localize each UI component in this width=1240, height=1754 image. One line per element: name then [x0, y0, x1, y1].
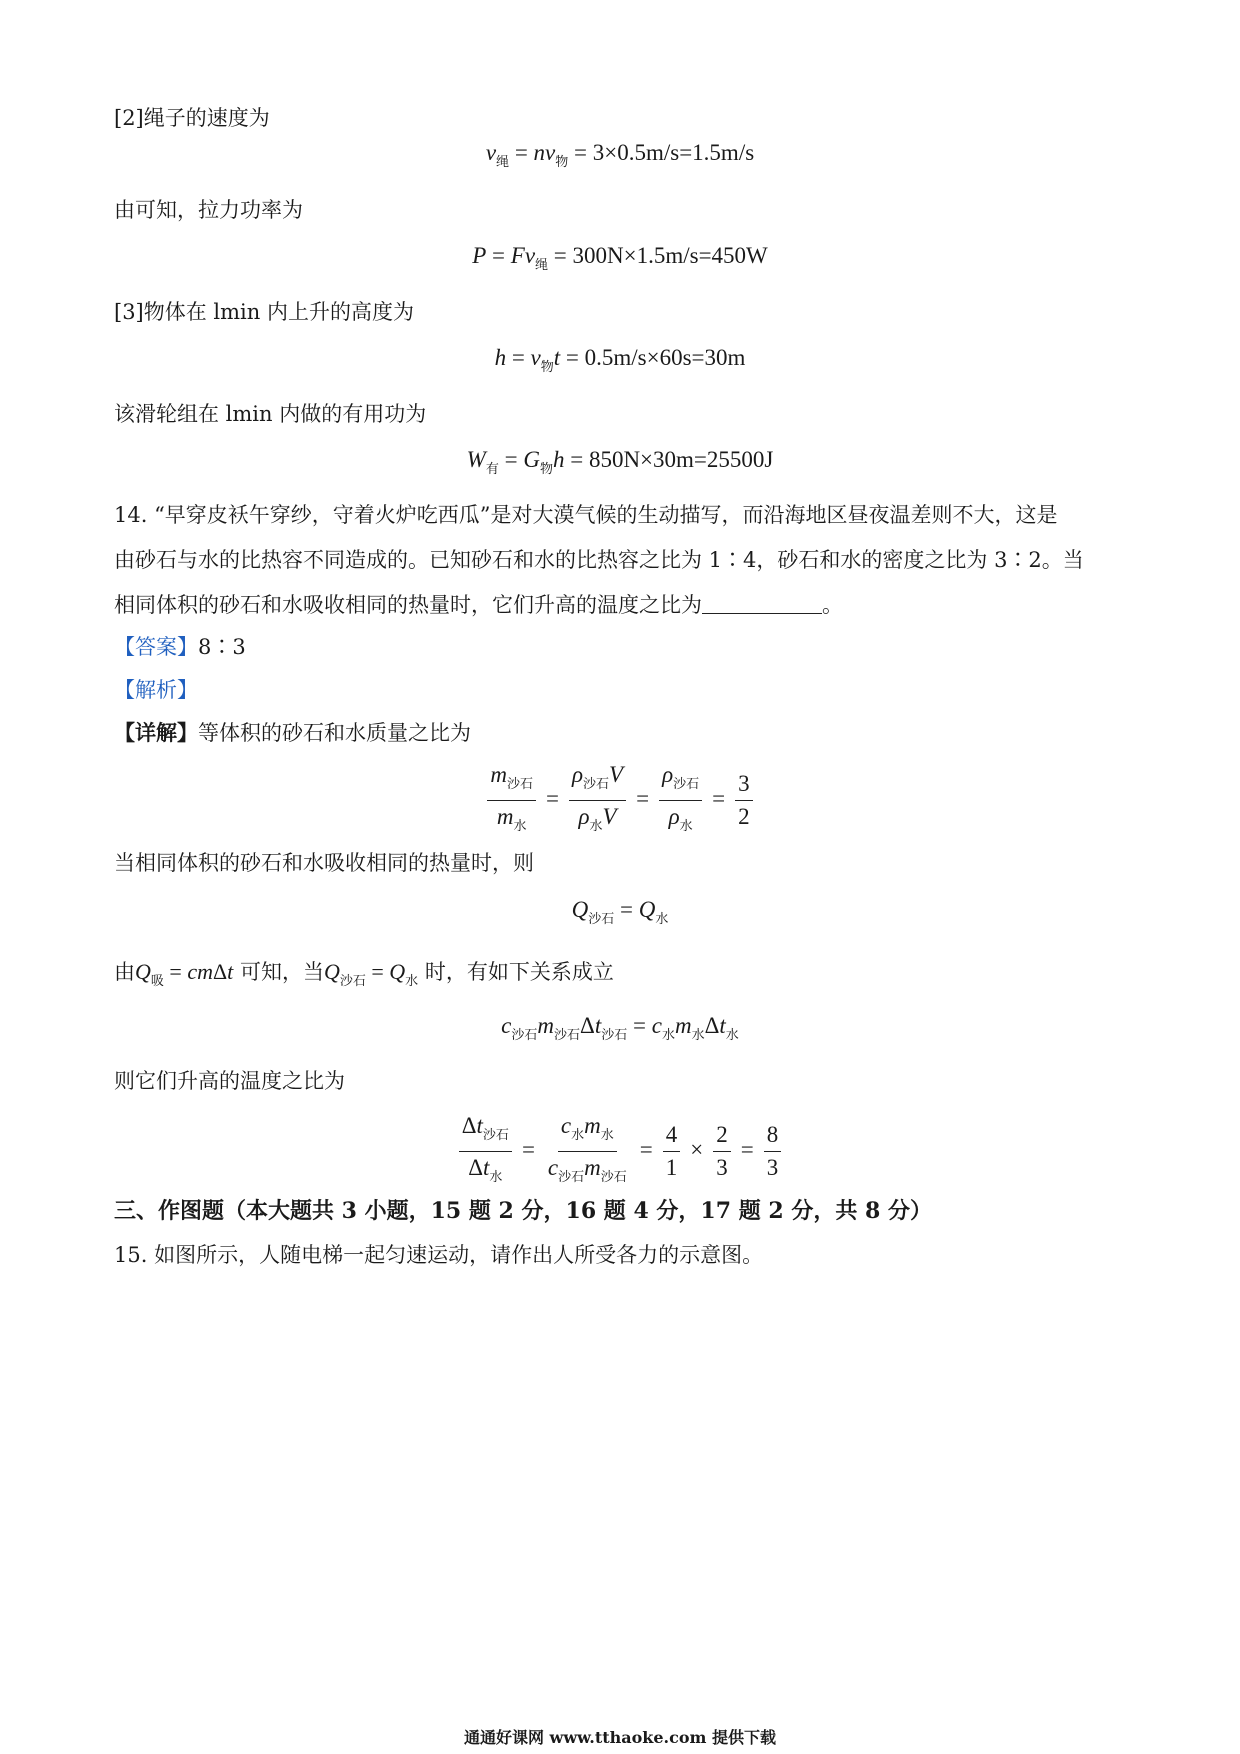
question-14-line-3 — [114, 590, 843, 620]
text-line: 则它们升高的温度之比为 — [114, 1069, 345, 1093]
text-line: 由可知，拉力功率为 — [114, 198, 303, 222]
equation-mass-ratio: $\frac{m_{沙石}}{m_水}$ = $\frac{\rho_{沙石}V}{\rho_水V}$ = $\frac{\rho_{沙石}}{\rho_水}$ = $\frac{3}{2}$ — [0, 762, 1240, 839]
question-14-line-2: 由砂石与水的比热容不同造成的。已知砂石和水的比热容之比为 1∶4，砂石和水的密度之比为 3∶2。当 — [114, 548, 1084, 572]
equation-height: $h = v_物t = 0.5m/s\times 60s=30m$ — [494, 345, 746, 374]
answer-label: 【答案】 — [114, 635, 198, 659]
text-fragment: 可知，当 — [239, 960, 324, 984]
answer-line — [114, 632, 246, 662]
text-line: [3]物体在 lmin 内上升的高度为 — [114, 300, 414, 324]
detail-text: 等体积的砂石和水质量之比为 — [198, 721, 471, 745]
section-3-heading: 三、作图题（本大题共 3 小题，15 题 2 分，16 题 4 分，17 题 2 分，共 8 分） — [114, 1198, 932, 1224]
equation-power: $P = Fv_绳 = 300N\times 1.5m/s=450W$ — [472, 243, 768, 272]
text-line-with-formula: 由$Q_吸 = cm\Delta t$ 可知，当$Q_{沙石} = Q_水$ 时，有如下关系成立 — [114, 959, 614, 988]
equation-useful-work: $W_有 = G_物h = 850N\times 30m=25500J$ — [466, 447, 774, 476]
question-14-end: 。 — [822, 593, 843, 617]
text-fragment: 由 — [114, 960, 135, 984]
page-footer: 通通好课网 www.tthaoke.com 提供下载 — [463, 1728, 777, 1747]
equation-temperature-ratio: $\frac{\Delta t_{沙石}}{\Delta t_水}$ = $\frac{c_水m_水}{c_{沙石}m_{沙石}}$ = $\frac{4}{1}$ × $\frac{2}{3}$ = $\frac{8}{3}$ — [0, 1113, 1240, 1190]
equation-rope-speed: $v_绳 = nv_物 = 3\times 0.5m/s=1.5m/s$ — [485, 140, 755, 169]
detail-line — [114, 718, 471, 748]
text-fragment: 时，有如下关系成立 — [424, 960, 614, 984]
analysis-label: 【解析】 — [114, 678, 198, 702]
equation-heat-relation: $c_{沙石}m_{沙石}\Delta t_{沙石} = c_水m_水\Delta t_水$ — [501, 1013, 739, 1042]
question-14-line-1: 14. “早穿皮袄午穿纱，守着火炉吃西瓜”是对大漠气候的生动描写，而沿海地区昼夜温差则不大，这是 — [114, 503, 1058, 527]
text-line: 该滑轮组在 lmin 内做的有用功为 — [114, 402, 427, 426]
text-line: 当相同体积的砂石和水吸收相同的热量时，则 — [114, 851, 534, 875]
answer-value: 8∶3 — [198, 635, 246, 659]
text-line: [2]绳子的速度为 — [114, 106, 270, 130]
question-15: 15. 如图所示，人随电梯一起匀速运动，请作出人所受各力的示意图。 — [114, 1243, 764, 1267]
equation-heat-equal: $Q_{沙石} = Q_水$ — [571, 897, 669, 926]
detail-label: 【详解】 — [114, 720, 198, 745]
answer-blank — [702, 593, 822, 614]
question-14-text: 相同体积的砂石和水吸收相同的热量时，它们升高的温度之比为 — [114, 593, 702, 617]
